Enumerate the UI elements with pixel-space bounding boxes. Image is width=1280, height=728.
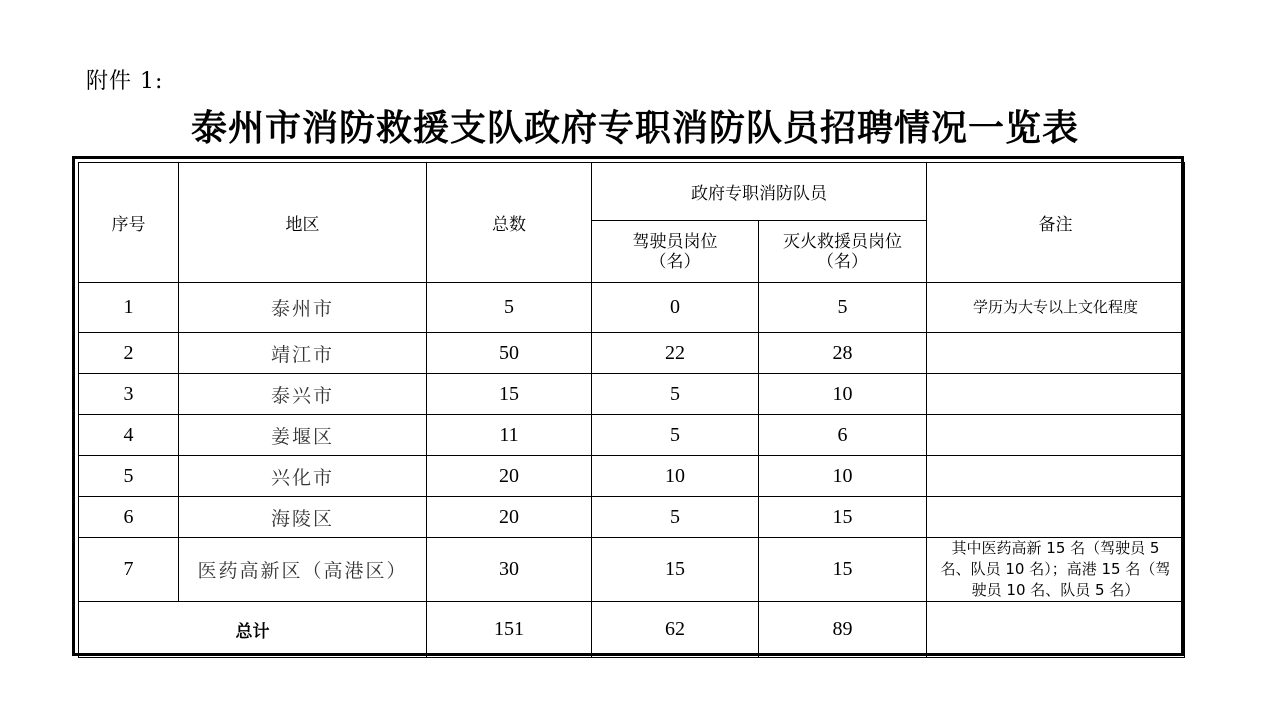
header-driver-line1: 驾驶员岗位 xyxy=(632,231,718,252)
cell-index: 4 xyxy=(79,415,179,456)
cell-total: 50 xyxy=(427,333,592,374)
cell-driver: 5 xyxy=(592,415,759,456)
header-total: 总数 xyxy=(427,163,592,283)
cell-driver: 15 xyxy=(592,538,759,602)
totals-row xyxy=(79,602,1185,658)
header-region: 地区 xyxy=(179,163,427,283)
cell-driver: 22 xyxy=(592,333,759,374)
cell-region: 泰州市 xyxy=(179,283,427,333)
header-rescue-line1: 灭火救援员岗位 xyxy=(783,231,902,252)
cell-remark xyxy=(927,456,1185,497)
cell-rescue: 28 xyxy=(759,333,927,374)
cell-index: 3 xyxy=(79,374,179,415)
cell-rescue: 10 xyxy=(759,374,927,415)
cell-region: 兴化市 xyxy=(179,456,427,497)
cell-region: 医药高新区（高港区） xyxy=(179,538,427,602)
cell-driver: 5 xyxy=(592,497,759,538)
table-row xyxy=(79,497,1185,538)
totals-total: 151 xyxy=(427,602,592,658)
cell-driver: 5 xyxy=(592,374,759,415)
header-rescue xyxy=(759,221,927,283)
attachment-label: 附件 1: xyxy=(86,69,164,94)
totals-label: 总计 xyxy=(79,602,427,658)
cell-index: 1 xyxy=(79,283,179,333)
table-row xyxy=(79,283,1185,333)
cell-remark xyxy=(927,415,1185,456)
cell-driver: 10 xyxy=(592,456,759,497)
cell-remark xyxy=(927,374,1185,415)
table-row xyxy=(79,538,1185,602)
cell-region: 靖江市 xyxy=(179,333,427,374)
totals-rescue: 89 xyxy=(759,602,927,658)
header-group: 政府专职消防队员 xyxy=(592,163,927,221)
page-title: 泰州市消防救援支队政府专职消防队员招聘情况一览表 xyxy=(190,107,1079,149)
cell-total: 20 xyxy=(427,456,592,497)
cell-index: 5 xyxy=(79,456,179,497)
cell-index: 7 xyxy=(79,538,179,602)
totals-driver: 62 xyxy=(592,602,759,658)
totals-remark xyxy=(927,602,1185,658)
cell-rescue: 5 xyxy=(759,283,927,333)
cell-region: 泰兴市 xyxy=(179,374,427,415)
cell-total: 30 xyxy=(427,538,592,602)
header-driver-line2: （名） xyxy=(649,251,701,272)
cell-remark xyxy=(927,333,1185,374)
table-row xyxy=(79,374,1185,415)
cell-rescue: 6 xyxy=(759,415,927,456)
cell-total: 11 xyxy=(427,415,592,456)
header-rescue-line2: （名） xyxy=(817,251,868,272)
recruitment-table-frame xyxy=(72,156,1184,656)
header-row-top xyxy=(79,163,1185,221)
cell-total: 5 xyxy=(427,283,592,333)
cell-index: 6 xyxy=(79,497,179,538)
header-driver xyxy=(592,221,759,283)
cell-rescue: 15 xyxy=(759,497,927,538)
cell-region: 姜堰区 xyxy=(179,415,427,456)
cell-rescue: 15 xyxy=(759,538,927,602)
header-remark: 备注 xyxy=(927,163,1185,283)
cell-total: 20 xyxy=(427,497,592,538)
table-row xyxy=(79,333,1185,374)
table-row xyxy=(79,456,1185,497)
cell-index: 2 xyxy=(79,333,179,374)
cell-region: 海陵区 xyxy=(179,497,427,538)
recruitment-table xyxy=(78,162,1185,658)
cell-rescue: 10 xyxy=(759,456,927,497)
header-index: 序号 xyxy=(79,163,179,283)
cell-total: 15 xyxy=(427,374,592,415)
cell-remark: 学历为大专以上文化程度 xyxy=(927,283,1185,333)
cell-driver: 0 xyxy=(592,283,759,333)
table-row xyxy=(79,415,1185,456)
cell-remark: 其中医药高新 15 名（驾驶员 5 名、队员 10 名）；高港 15 名（驾驶员 10 名、队员 5 名） xyxy=(927,538,1185,602)
cell-remark xyxy=(927,497,1185,538)
